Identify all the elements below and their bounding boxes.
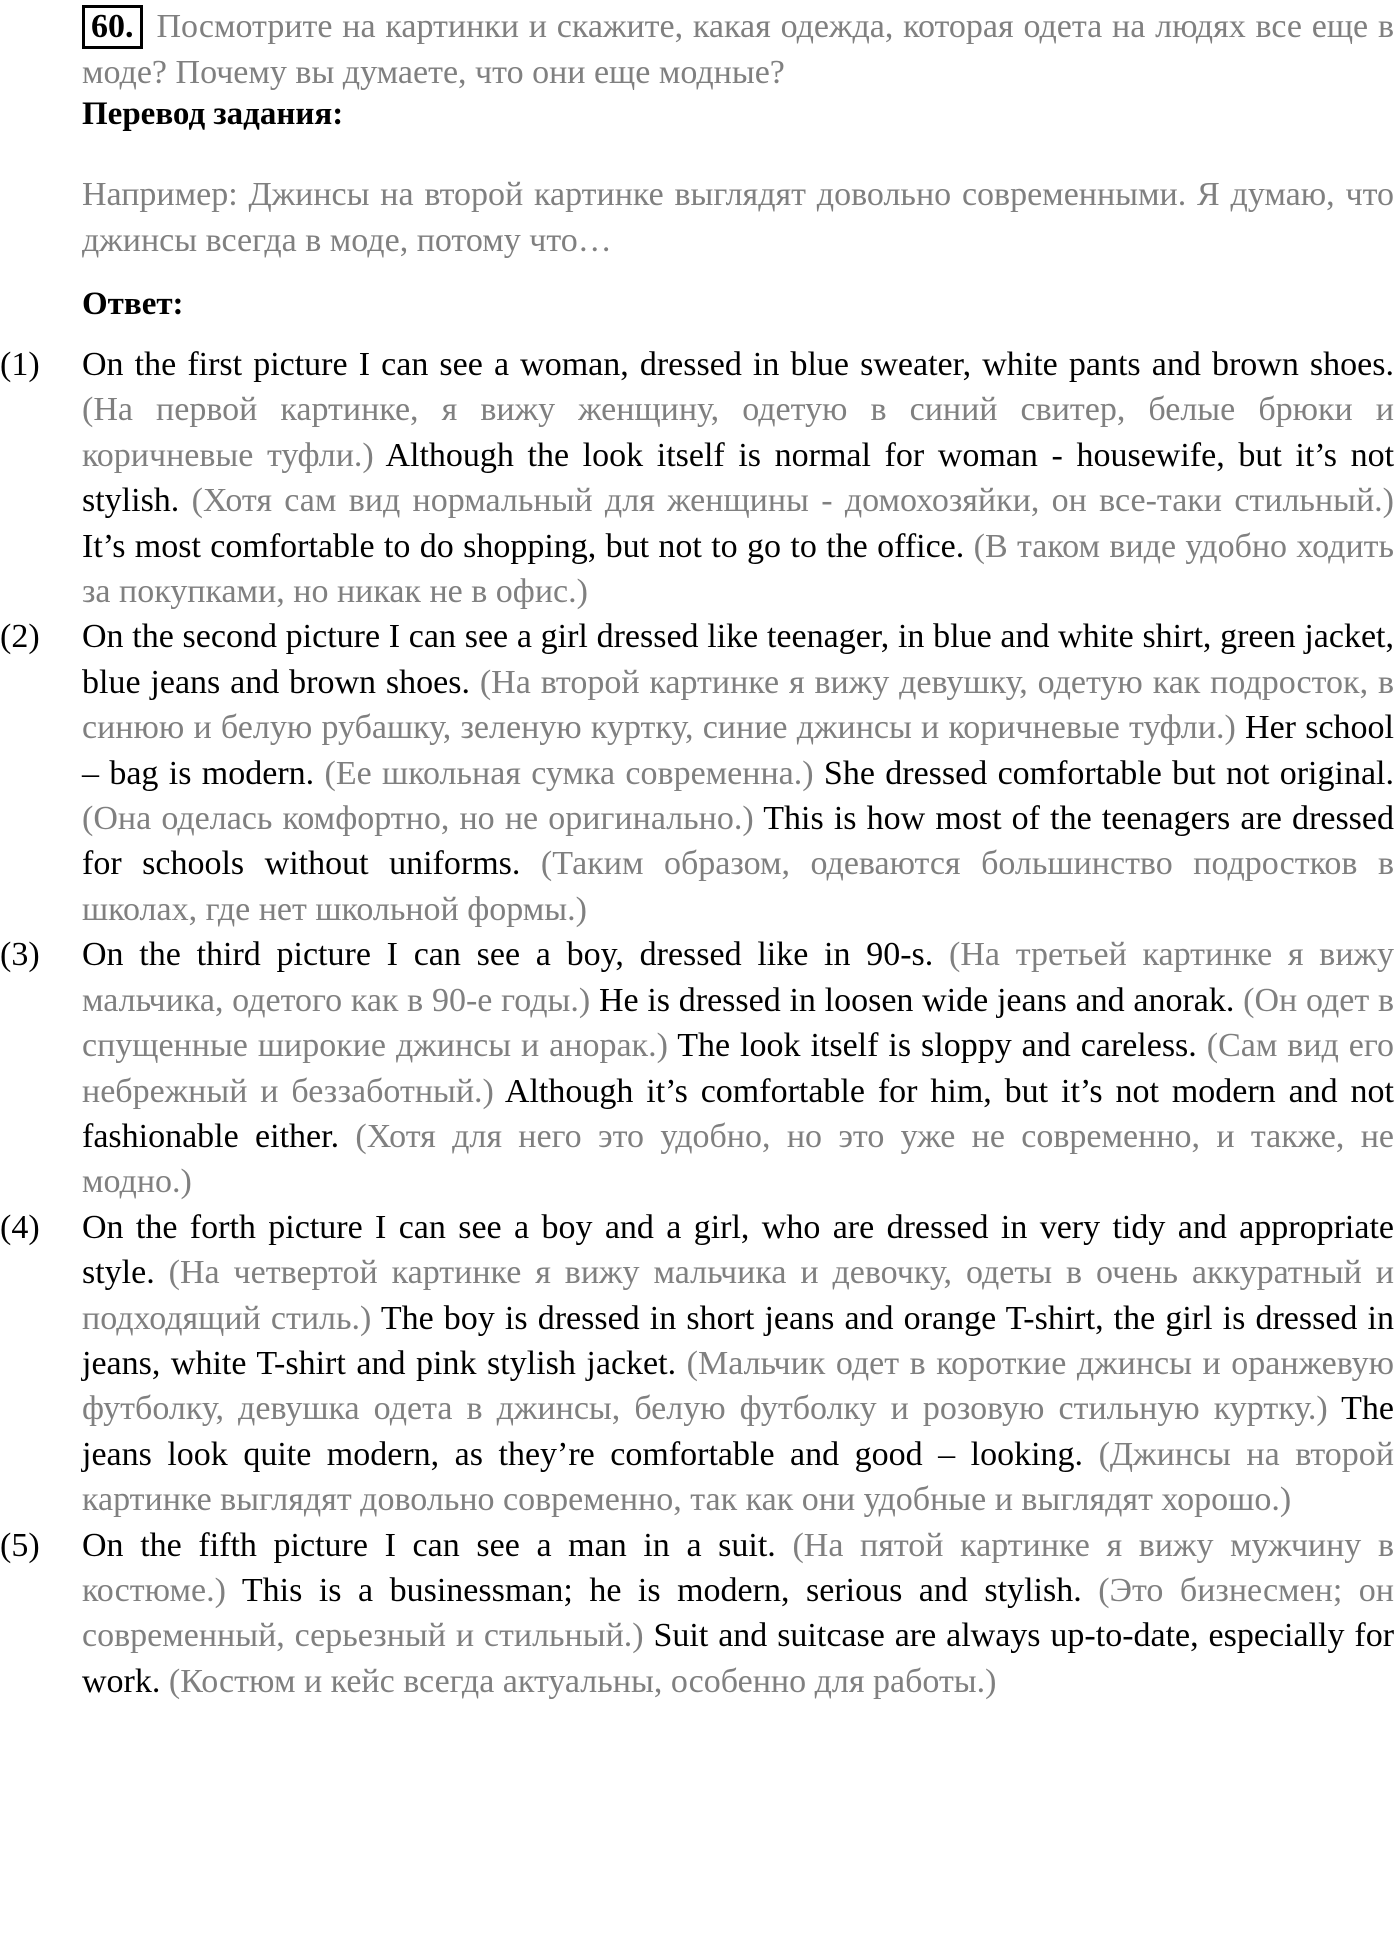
english-sentence: Although the look itself is normal for woman - housewife, but it’s not stylish. xyxy=(82,436,1395,520)
russian-translation: (Это бизнесмен; он современный, серьезный и стильный.) xyxy=(82,1571,1395,1655)
english-sentence: The look itself is sloppy and careless. xyxy=(677,1027,1197,1065)
russian-translation: (Таким образом, одеваются большинство подростков в школах, где нет школьной формы.) xyxy=(82,845,1395,928)
answer-number: (2) xyxy=(0,618,40,656)
answer-number: (3) xyxy=(0,936,40,974)
english-sentence: On the first picture I can see a woman, dressed in blue sweater, white pants and brown shoes. xyxy=(82,346,1394,383)
answer-item xyxy=(0,614,1394,932)
answer-number: (4) xyxy=(0,1208,40,1246)
answer-item xyxy=(0,342,1394,614)
russian-translation: (Хотя для него это удобно, но это уже не современно, и также, не модно.) xyxy=(82,1117,1394,1201)
english-sentence: On the second picture I can see a girl dressed like teenager, in blue and white shirt, green jacket, blue jeans and brown shoes. xyxy=(82,618,1394,701)
answer-item xyxy=(0,1523,1394,1705)
russian-translation: (В таком виде удобно ходить за покупками, но никак не в офис.) xyxy=(82,527,1395,611)
russian-translation: (Он одет в спущенные широкие джинсы и анорак.) xyxy=(82,981,1395,1065)
task-number-badge: 60. xyxy=(82,5,143,49)
english-sentence: This is how most of the teenagers are dressed for schools without uniforms. xyxy=(82,800,1394,883)
answer-item xyxy=(0,1205,1394,1523)
russian-translation: (Джинсы на второй картинке выглядят довольно современно, так как они удобные и выглядят хорошо.) xyxy=(82,1435,1395,1519)
english-sentence: She dressed comfortable but not original. xyxy=(823,754,1394,792)
russian-translation: (Ее школьная сумка современна.) xyxy=(324,754,814,792)
answer-number: (1) xyxy=(0,346,40,383)
russian-translation: (На четвертой картинке я вижу мальчика и девочку, одеты в очень аккуратный и подходящий стиль.) xyxy=(82,1254,1395,1337)
russian-translation: (На третьей картинке я вижу мальчика, одетого как в 90-е годы.) xyxy=(82,936,1395,1019)
english-sentence: The boy is dressed in short jeans and orange T-shirt, the girl is dressed in jeans, white T-shirt and pink stylish jacket. xyxy=(82,1299,1394,1382)
russian-translation: (На второй картинке я вижу девушку, одетую как подросток, в синюю и белую рубашку, зеленую куртку, синие джинсы и коричневые туфли.) xyxy=(82,663,1395,747)
example-text: Например: Джинсы на второй картинке выглядят довольно современными. Я думаю, что джинсы всегда в моде, потому что… xyxy=(82,176,1394,259)
russian-translation: (Она оделась комфортно, но не оригинально.) xyxy=(82,800,754,838)
russian-translation: (На первой картинке, я вижу женщину, одетую в синий свитер, белые брюки и коричневые туфли.) xyxy=(82,391,1394,474)
russian-translation: (Мальчик одет в короткие джинсы и оранжевую футболку, девушка одета в джинсы, белую футболку и розовую стильную куртку.) xyxy=(82,1344,1394,1428)
russian-translation: (Сам вид его небрежный и беззаботный.) xyxy=(82,1027,1394,1110)
english-sentence: It’s most comfortable to do shopping, but not to go to the office. xyxy=(82,527,965,565)
english-sentence: He is dressed in loosen wide jeans and anorak. xyxy=(598,981,1235,1019)
english-sentence: Her school – bag is modern. xyxy=(82,709,1394,792)
english-sentence: On the fifth picture I can see a man in a suit. xyxy=(82,1526,776,1564)
task-statement xyxy=(82,4,1394,96)
russian-translation: (Костюм и кейс всегда актуальны, особенно для работы.) xyxy=(168,1662,997,1700)
answer-item xyxy=(0,932,1394,1204)
answer-number: (5) xyxy=(0,1526,40,1564)
translation-heading: Перевод задания: xyxy=(82,96,344,132)
english-sentence: On the forth picture I can see a boy and a girl, who are dressed in very tidy and appropriate style. xyxy=(82,1208,1394,1292)
english-sentence: The jeans look quite modern, as they’re comfortable and good – looking. xyxy=(82,1390,1394,1473)
english-sentence: Suit and suitcase are always up-to-date, especially for work. xyxy=(82,1617,1395,1700)
english-sentence: Although it’s comfortable for him, but it’s not modern and not fashionable either. xyxy=(82,1072,1395,1155)
task-text: Посмотрите на картинки и скажите, какая одежда, которая одета на людях все еще в моде? Почему вы думаете, что они еще модные? xyxy=(82,8,1394,91)
english-sentence: On the third picture I can see a boy, dressed like in 90-s. xyxy=(82,936,934,974)
english-sentence: This is a businessman; he is modern, serious and stylish. xyxy=(241,1571,1082,1609)
answer-heading: Ответ: xyxy=(82,286,184,322)
russian-translation: (На пятой картинке я вижу мужчину в костюме.) xyxy=(82,1526,1395,1609)
answers-list xyxy=(0,342,1400,1704)
russian-translation: (Хотя сам вид нормальный для женщины - домохозяйки, он все-таки стильный.) xyxy=(191,482,1394,520)
